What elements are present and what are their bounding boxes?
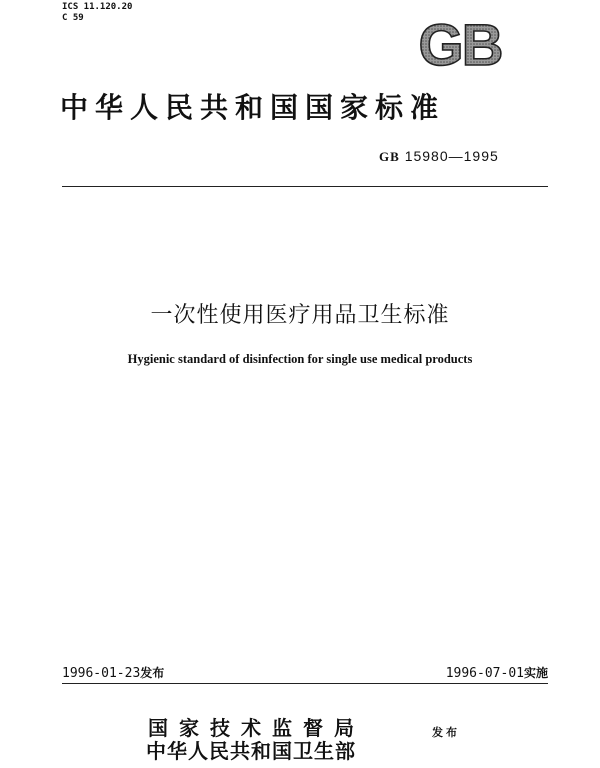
top-divider: [62, 186, 548, 187]
document-title: 一次性使用医疗用品卫生标准: [150, 303, 450, 328]
classification-codes: [62, 2, 132, 24]
implementation-label: 实施: [523, 666, 548, 680]
document-english-title: Hygienic standard of disinfection for single use medical products: [127, 352, 473, 366]
gb-logo-text: GB: [418, 16, 502, 72]
org-title: 中华人民共和国国家标准: [60, 91, 446, 124]
standard-number-value: 15980—1995: [404, 148, 499, 164]
issuer-health-ministry: 中华人民共和国卫生部: [146, 739, 356, 763]
issue-date-value: 1996-01-23: [62, 666, 141, 681]
gb-logo: [404, 16, 516, 72]
bottom-divider: [62, 683, 548, 684]
issue-label: 发布: [140, 666, 165, 680]
implementation-date: [446, 664, 548, 681]
publish-label: 发布: [432, 726, 460, 739]
implementation-date-value: 1996-07-01: [445, 666, 524, 681]
issue-date: [62, 664, 164, 681]
standard-prefix: GB: [379, 149, 400, 164]
issuer-quality-bureau: 国家技术监督局: [148, 716, 365, 740]
ics-code: ICS 11.120.20: [62, 2, 133, 12]
ccs-code: C 59: [62, 13, 84, 23]
standard-number: [379, 148, 499, 165]
